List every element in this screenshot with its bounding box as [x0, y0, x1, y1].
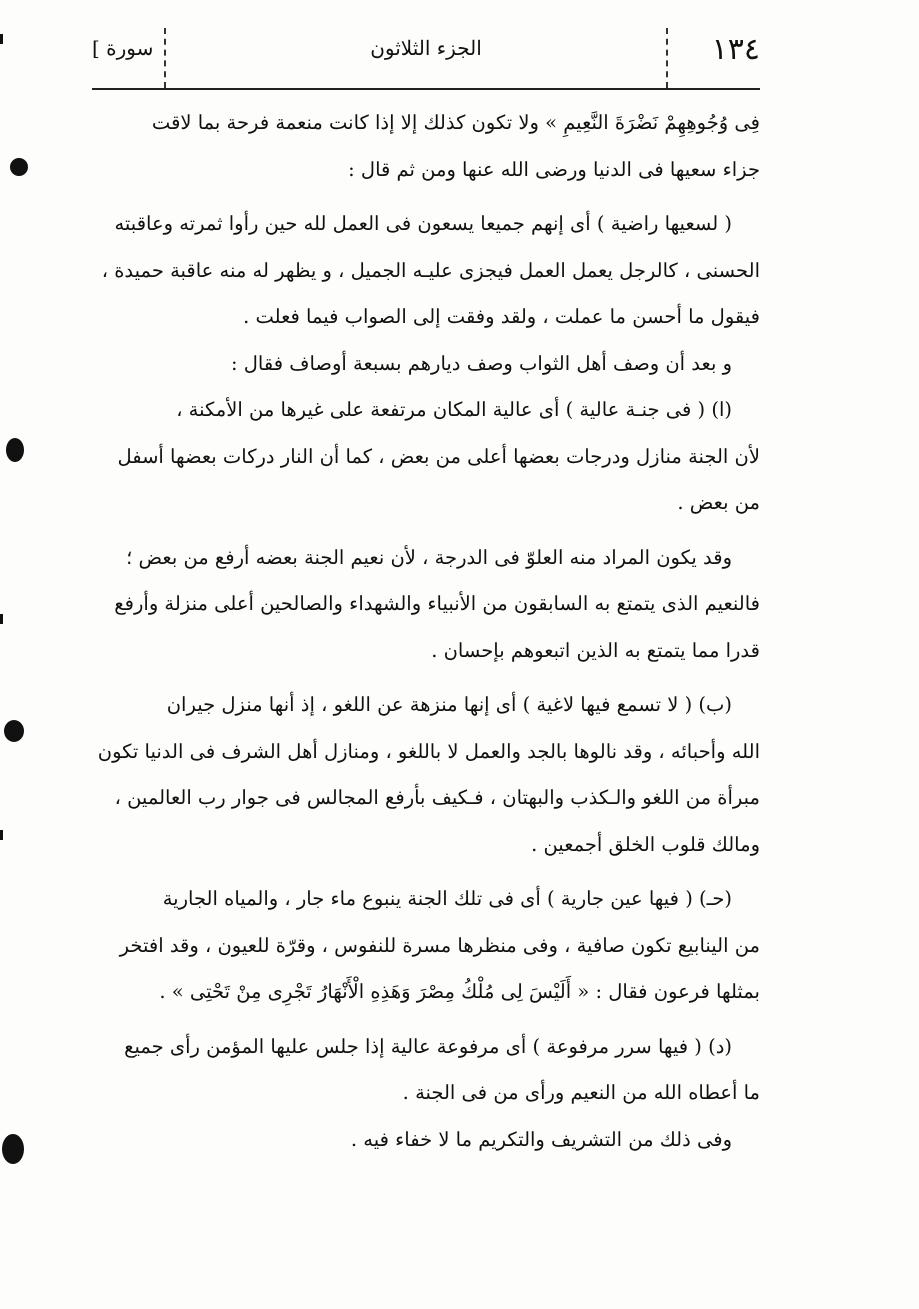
page-number: ١٣٤ [711, 32, 760, 67]
edge-mark [0, 614, 3, 624]
ink-spot [2, 1134, 24, 1164]
page-header [92, 28, 760, 90]
surah-label: [ سورة [92, 36, 154, 60]
ink-spot [4, 720, 24, 742]
text-line: ما أعطاه الله من النعيم ورأى من فى الجنة . [402, 1081, 760, 1104]
ink-spot [6, 438, 24, 462]
text-line: فِى وُجُوهِهِمْ نَضْرَةَ النَّعِيمِ » ولا تكون كذلك إلا إذا كانت منعمة فرحة بما لاقت [151, 111, 760, 134]
text-line: وفى ذلك من التشريف والتكريم ما لا خفاء فيه . [350, 1127, 732, 1151]
ink-spot [10, 158, 28, 176]
text-line: فيقول ما أحسن ما عملت ، ولقد وفقت إلى الصواب فيما فعلت . [243, 305, 760, 328]
text-line: ومالك قلوب الخلق أجمعين . [531, 832, 760, 856]
running-title: الجزء الثلاثون [370, 36, 482, 60]
text-line: وقد يكون المراد منه العلوّ فى الدرجة ، لأن نعيم الجنة بعضه أرفع من بعض ؛ [126, 545, 732, 569]
text-line: جزاء سعيها فى الدنيا ورضى الله عنها ومن ثم قال : [348, 157, 760, 181]
text-line: قدرا مما يتمتع به الذين اتبعوهم بإحسان . [431, 638, 760, 662]
text-line: الله وأحبائه ، وقد نالوها بالجد والعمل لا باللغو ، ومنازل أهل الشرف فى الدنيا تكون [97, 739, 760, 763]
header-divider-left [164, 28, 166, 88]
text-line: ( لسعيها راضية ) أى إنهم جميعا يسعون فى العمل لله حين رأوا ثمرته وعاقبته [114, 212, 732, 235]
text-line: (حـ) ( فيها عين جارية ) أى فى تلك الجنة ينبوع ماء جار ، والمياه الجارية [162, 887, 732, 910]
text-line: مبرأة من اللغو والـكذب والبهتان ، فـكيف بأرفع المجالس فى جوار رب العالمين ، [114, 786, 760, 809]
text-line: لأن الجنة منازل ودرجات بعضها أعلى من بعض ، كما أن النار دركات بعضها أسفل [117, 444, 760, 468]
text-line: من الينابيع تكون صافية ، وفى منظرها مسرة للنفوس ، وقرّة للعيون ، وقد افتخر [119, 933, 760, 957]
text-line: (ب) ( لا تسمع فيها لاغية ) أى إنها منزهة عن اللغو ، إذ أنها منزل جيران [166, 693, 732, 716]
header-divider-right [666, 28, 668, 88]
page-body [90, 100, 760, 1163]
edge-mark [0, 34, 3, 44]
edge-mark [0, 830, 3, 840]
text-line: من بعض . [677, 491, 760, 514]
text-line: بمثلها فرعون فقال : « أَلَيْسَ لِى مُلْكُ مِصْرَ وَهَذِهِ الْأَنْهَارُ تَجْرِى مِنْ تَحْتِى » . [159, 980, 760, 1003]
text-line: فالنعيم الذى يتمتع به السابقون من الأنبياء والشهداء والصالحين أعلى منزلة وأرفع [114, 592, 760, 615]
text-line: (د) ( فيها سرر مرفوعة ) أى مرفوعة عالية إذا جلس عليها المؤمن رأى جميع [124, 1034, 732, 1058]
text-line: (ا) ( فى جنـة عالية ) أى عالية المكان مرتفعة على غيرها من الأمكنة ، [176, 398, 732, 421]
text-line: الحسنى ، كالرجل يعمل العمل فيجزى عليـه الجميل ، و يظهر له منه عاقبة حميدة ، [101, 258, 760, 282]
text-line: و بعد أن وصف أهل الثواب وصف ديارهم بسبعة أوصاف فقال : [230, 351, 732, 375]
